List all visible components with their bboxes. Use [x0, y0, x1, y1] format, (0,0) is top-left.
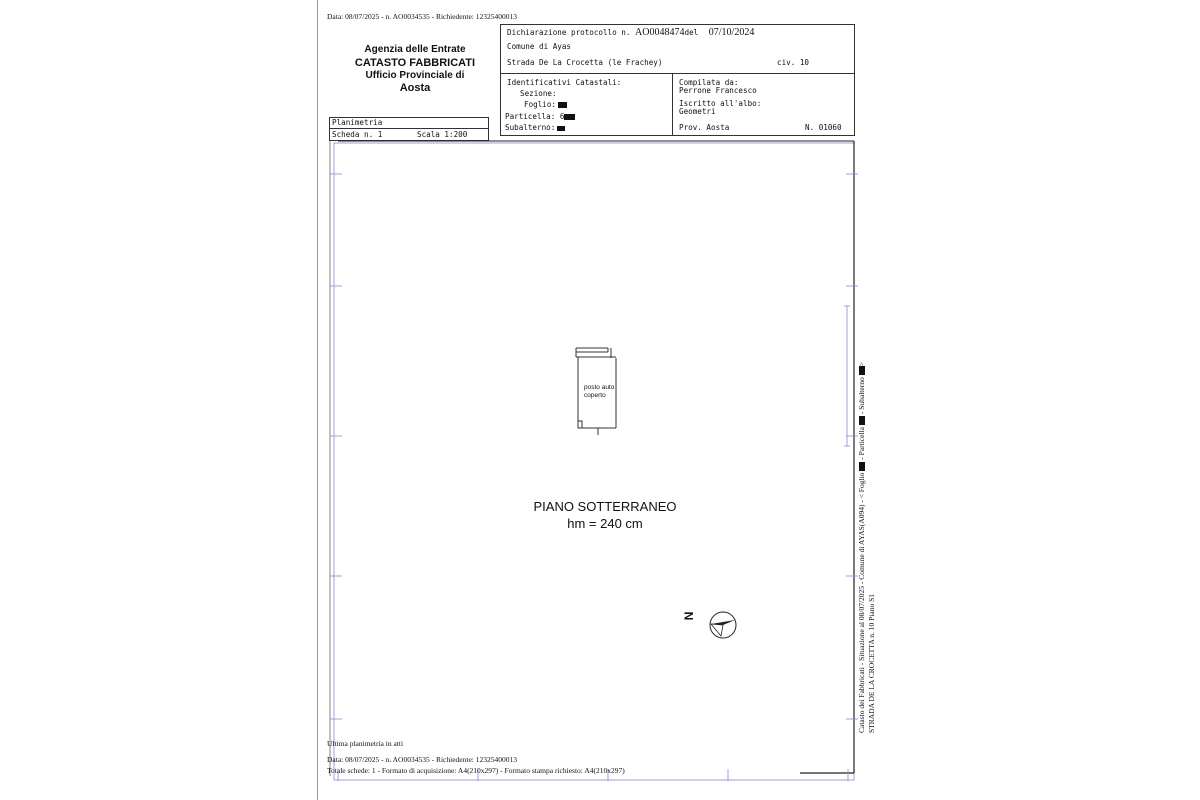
redacted-particella-icon	[564, 114, 575, 120]
footer-request-line: Data: 08/07/2025 - n. AO0034535 - Richiedente: 12325400013	[327, 755, 517, 764]
side-street-line: STRADA DE LA CROCETTA n. 10 Piano S1	[867, 594, 876, 733]
declaration-line: Dichiarazione protocollo n. AO0048474del 07/10/2024	[507, 27, 755, 38]
protocol-date: 07/10/2024	[708, 27, 755, 38]
registration-number: N. 01060	[805, 123, 842, 132]
room-label: posto auto coperto	[584, 384, 615, 399]
albo-value: Geometri	[679, 107, 716, 116]
comune-label: Comune di Ayas	[507, 42, 572, 51]
office-city: Aosta	[399, 82, 431, 94]
floor-title: PIANO SOTTERRANEO	[533, 499, 677, 514]
sezione-label: Sezione:	[520, 89, 557, 98]
planimetria-label: Planimetria	[332, 118, 383, 127]
civic-number: civ. 10	[777, 58, 810, 67]
foglio-row: Foglio:	[524, 100, 567, 109]
albo-label: Iscritto all'albo:	[679, 99, 762, 108]
scale-label: Scala 1:200	[417, 130, 468, 139]
floor-title-block	[520, 498, 690, 532]
side-redact-particella-icon	[859, 416, 865, 425]
catasto-title: CATASTO FABBRICATI	[354, 57, 476, 69]
agency-name: Agenzia delle Entrate	[364, 44, 466, 55]
scheda-label: Scheda n. 1	[332, 130, 383, 139]
office-label: Ufficio Provinciale di	[365, 70, 465, 81]
plan-frame	[318, 136, 878, 790]
floor-height: hm = 240 cm	[567, 516, 643, 531]
last-planimetry-note: Ultima planimetria in atti	[327, 739, 404, 748]
subalterno-row: Subalterno:	[505, 123, 565, 132]
header-request-line: Data: 08/07/2025 - n. AO0034535 - Richiedente: 12325400013	[327, 12, 517, 21]
box-divider	[500, 73, 855, 74]
street-label: Strada De La Crocetta (le Frachey)	[507, 58, 663, 67]
box-divider-vertical	[672, 73, 673, 136]
footer-totals-line: Totale schede: 1 - Formato di acquisizione: A4(210x297) - Formato stampa richiesto: A4(210x297)	[327, 766, 625, 775]
side-redact-subalterno-icon	[859, 366, 865, 375]
protocol-number: AO0048474	[635, 27, 685, 38]
sheet-divider	[329, 128, 489, 129]
identifiers-title: Identificativi Catastali:	[507, 78, 622, 87]
province-label: Prov. Aosta	[679, 123, 730, 132]
particella-row: Particella: 6	[505, 112, 575, 121]
north-arrow-icon	[708, 610, 738, 640]
side-redact-foglio-icon	[859, 462, 865, 471]
redacted-foglio-icon	[558, 102, 567, 108]
redacted-subalterno-icon	[557, 126, 565, 131]
agency-block	[330, 44, 500, 94]
compiled-label: Compilata da:	[679, 78, 739, 87]
compiler-name: Perrone Francesco	[679, 86, 757, 95]
side-catasto-line: Catasto dei Fabbricati - Situazione al 08/07/2025 - Comune di AYAS(A094) - < Foglio - Particella - Subalterno>	[857, 362, 866, 733]
north-label: N	[681, 611, 696, 621]
